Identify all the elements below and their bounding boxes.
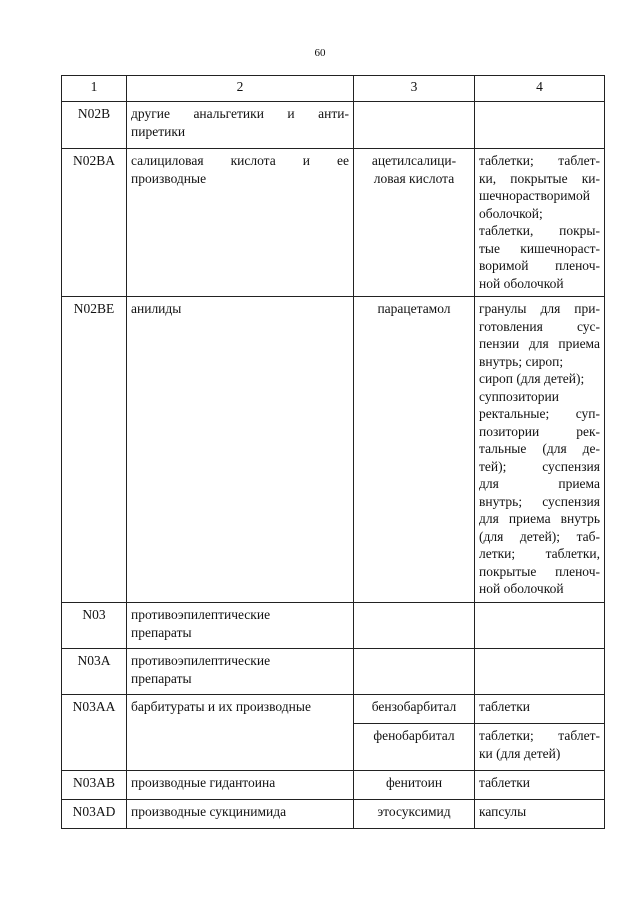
dosage-form-cell xyxy=(475,771,605,800)
group-name-cell xyxy=(127,771,354,800)
dosage-form-cell xyxy=(475,649,605,695)
dosage-form-cell xyxy=(475,724,605,771)
inn-cell xyxy=(354,603,475,649)
dosage-form-line: таблетки; таблет- xyxy=(479,728,600,743)
atc-code-cell: N02B xyxy=(62,102,127,149)
group-name-line: пиретики xyxy=(131,123,186,139)
group-name-cell xyxy=(127,800,354,829)
group-name-line: препараты xyxy=(131,670,192,686)
dosage-form-line: готовления сус- xyxy=(479,318,600,334)
dosage-form-line: внутрь; сироп; xyxy=(479,353,564,369)
atc-code-cell: N02BA xyxy=(62,149,127,297)
dosage-form-line: тальные (для де- xyxy=(479,441,600,456)
table-row xyxy=(62,800,605,829)
group-name-line: анилиды xyxy=(131,301,182,316)
dosage-form-line: позитории рек- xyxy=(479,423,600,439)
page-number: 60 xyxy=(314,47,326,59)
header-cell-inn: 3 xyxy=(354,76,475,102)
inn-line: фенобарбитал xyxy=(373,728,455,743)
table-row xyxy=(62,149,605,297)
dosage-form-line: тей); суспензия xyxy=(479,458,600,474)
group-name-line: противоэпилептические xyxy=(131,607,271,622)
table-row xyxy=(62,603,605,649)
inn-cell xyxy=(354,297,475,603)
dosage-form-cell xyxy=(475,102,605,149)
group-name-line: салициловая кислота и ее xyxy=(131,153,349,168)
table-row xyxy=(62,771,605,800)
dosage-form-line: таблетки xyxy=(479,775,531,790)
dosage-form-line: пензии для приема xyxy=(479,336,600,351)
group-name-cell xyxy=(127,149,354,297)
atc-code-cell: N03AA xyxy=(62,695,127,771)
drug-classification-table xyxy=(61,75,605,829)
group-name-line: производные гидантоина xyxy=(131,775,276,790)
dosage-form-line: ной оболочкой xyxy=(479,581,564,596)
inn-cell xyxy=(354,149,475,297)
inn-line: этосуксимид xyxy=(377,804,451,819)
dosage-form-line: ректальные; суп- xyxy=(479,406,600,421)
dosage-form-cell xyxy=(475,149,605,297)
dosage-form-line: (для детей); таб- xyxy=(479,528,600,544)
dosage-form-line: летки; таблетки, xyxy=(479,546,600,561)
dosage-form-cell xyxy=(475,800,605,829)
dosage-form-cell xyxy=(475,695,605,724)
inn-cell xyxy=(354,771,475,800)
group-name-cell xyxy=(127,649,354,695)
group-name-cell xyxy=(127,297,354,603)
atc-code-cell: N03AB xyxy=(62,771,127,800)
dosage-form-line: таблетки xyxy=(479,699,531,714)
inn-cell xyxy=(354,800,475,829)
table-row xyxy=(62,649,605,695)
dosage-form-line: шечнорастворимой оболочкой; xyxy=(479,188,590,221)
dosage-form-line: тые кишечнораст- xyxy=(479,240,600,256)
dosage-form-cell xyxy=(475,603,605,649)
inn-cell xyxy=(354,649,475,695)
header-cell-group: 2 xyxy=(127,76,354,102)
inn-line: ацетилсалици- xyxy=(371,153,457,168)
inn-cell xyxy=(354,724,475,771)
inn-line: парацетамол xyxy=(377,301,451,316)
dosage-form-line: гранулы для при- xyxy=(479,301,600,316)
atc-code-cell: N02BE xyxy=(62,297,127,603)
dosage-form-line: капсулы xyxy=(479,804,527,819)
group-name-line: противоэпилептические xyxy=(131,653,271,668)
group-name-line: производные сукцинимида xyxy=(131,804,287,819)
atc-code-cell: N03AD xyxy=(62,800,127,829)
group-name-line: другие анальгетики и анти- xyxy=(131,106,349,121)
group-name-line: производные xyxy=(131,170,207,186)
group-name-line: барбитураты и их производные xyxy=(131,699,311,714)
group-name-line: препараты xyxy=(131,624,192,640)
dosage-form-line: для приема внутрь xyxy=(479,511,600,526)
header-cell-code: 1 xyxy=(62,76,127,102)
dosage-form-line: ной оболочкой xyxy=(479,275,564,291)
group-name-cell xyxy=(127,603,354,649)
inn-cell xyxy=(354,695,475,724)
dosage-form-line: ки (для детей) xyxy=(479,745,561,761)
inn-line: фенитоин xyxy=(385,775,443,790)
dosage-form-line: для приема xyxy=(479,476,600,491)
atc-code-cell: N03 xyxy=(62,603,127,649)
dosage-form-line: ки, покрытые ки- xyxy=(479,170,600,186)
inn-line: бензобарбитал xyxy=(371,699,457,714)
dosage-form-cell xyxy=(475,297,605,603)
dosage-form-line: внутрь; суспензия xyxy=(479,493,600,509)
dosage-form-line: таблетки, покры- xyxy=(479,223,600,238)
inn-cell xyxy=(354,102,475,149)
dosage-form-line: покрытые пленоч- xyxy=(479,563,600,579)
table-row xyxy=(62,695,605,724)
group-name-cell xyxy=(127,695,354,771)
dosage-form-line: воримой пленоч- xyxy=(479,258,600,273)
table-header-row xyxy=(62,76,605,102)
atc-code-cell: N03A xyxy=(62,649,127,695)
table-row xyxy=(62,102,605,149)
dosage-form-line: таблетки; таблет- xyxy=(479,153,600,168)
header-cell-form: 4 xyxy=(475,76,605,102)
group-name-cell xyxy=(127,102,354,149)
table-row xyxy=(62,297,605,603)
dosage-form-line: сироп (для детей); xyxy=(479,371,585,386)
inn-line: ловая кислота xyxy=(373,170,455,186)
dosage-form-line: суппозитории xyxy=(479,388,559,404)
